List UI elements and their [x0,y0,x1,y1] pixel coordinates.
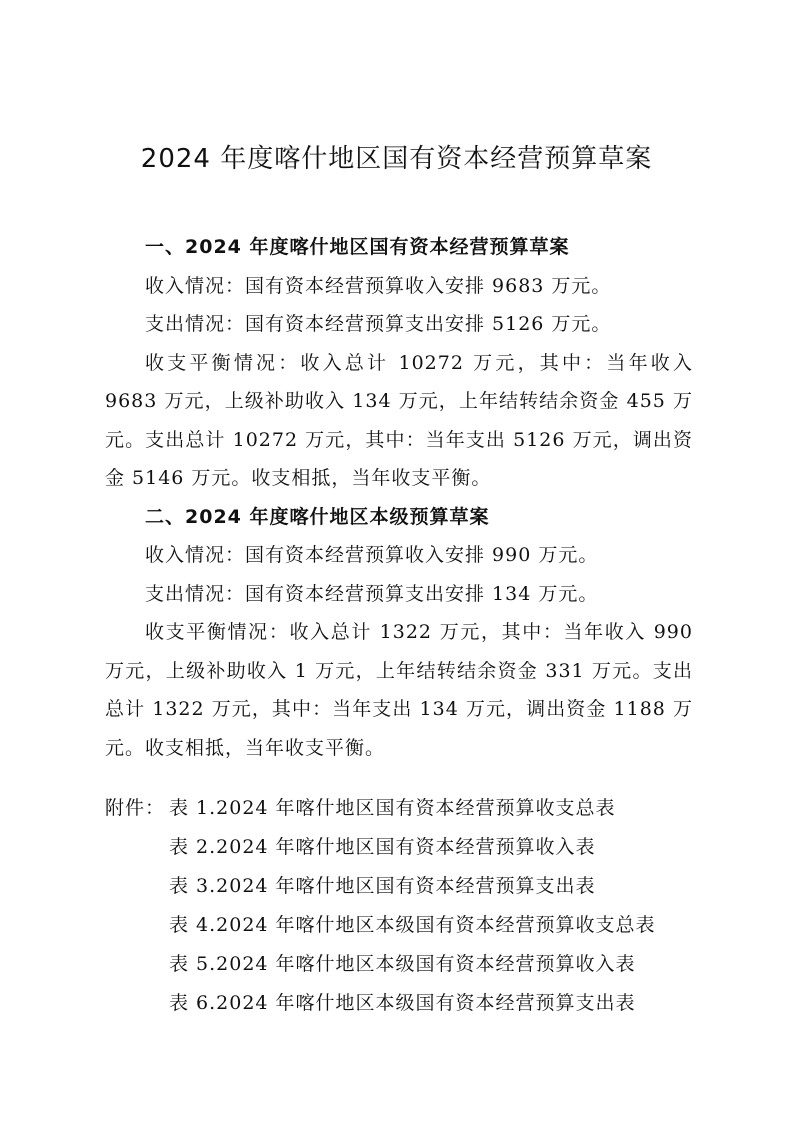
attachments-label: 附件： [105,797,166,819]
attachment-row [105,867,693,906]
expense-paragraph: 支出情况：国有资本经营预算支出安排 134 万元。 [145,582,599,605]
income-paragraph: 收入情况：国有资本经营预算收入安排 990 万元。 [145,544,599,566]
attachment-row [105,945,693,984]
attachments-list [105,789,693,1023]
page-title: 2024 年度喀什地区国有资本经营预算草案 [140,144,653,174]
attachment-item: 表 5.2024 年喀什地区本级国有资本经营预算收入表 [169,953,636,975]
attachment-row [105,789,693,828]
attachment-item: 表 3.2024 年喀什地区国有资本经营预算支出表 [169,875,596,897]
balance-paragraph: 收支平衡情况：收入总计 10272 万元，其中：当年收入 9683 万元，上级补助收入 134 万元，上年结转结余资金 455 万元。支出总计 10272 万元，其中：当年支出 5126 万元，调出资金 5146 万元。收支相抵，当年收支平衡。 [105,351,693,489]
attachment-row [105,984,693,1023]
attachment-row [105,906,693,945]
section-district [105,228,693,498]
attachment-item: 表 1.2024 年喀什地区国有资本经营预算收支总表 [169,797,616,819]
balance-paragraph: 收支平衡情况：收入总计 1322 万元，其中：当年收入 990 万元，上级补助收入 1 万元，上年结转结余资金 331 万元。支出总计 1322 万元，其中：当年支出 134 万元，调出资金 1188 万元。收支相抵，当年收支平衡。 [105,621,693,759]
attachment-item: 表 2.2024 年喀什地区国有资本经营预算收入表 [169,836,596,858]
section-heading: 二、2024 年度喀什地区本级预算草案 [145,505,490,528]
section-district-level [105,498,693,768]
attachment-row [105,828,693,867]
income-paragraph: 收入情况：国有资本经营预算收入安排 9683 万元。 [145,274,612,297]
attachment-item: 表 6.2024 年喀什地区本级国有资本经营预算支出表 [169,992,636,1014]
section-heading: 一、2024 年度喀什地区国有资本经营预算草案 [145,236,570,258]
attachment-item: 表 4.2024 年喀什地区本级国有资本经营预算收支总表 [169,914,656,936]
expense-paragraph: 支出情况：国有资本经营预算支出安排 5126 万元。 [145,313,612,335]
document-body [105,228,693,1023]
